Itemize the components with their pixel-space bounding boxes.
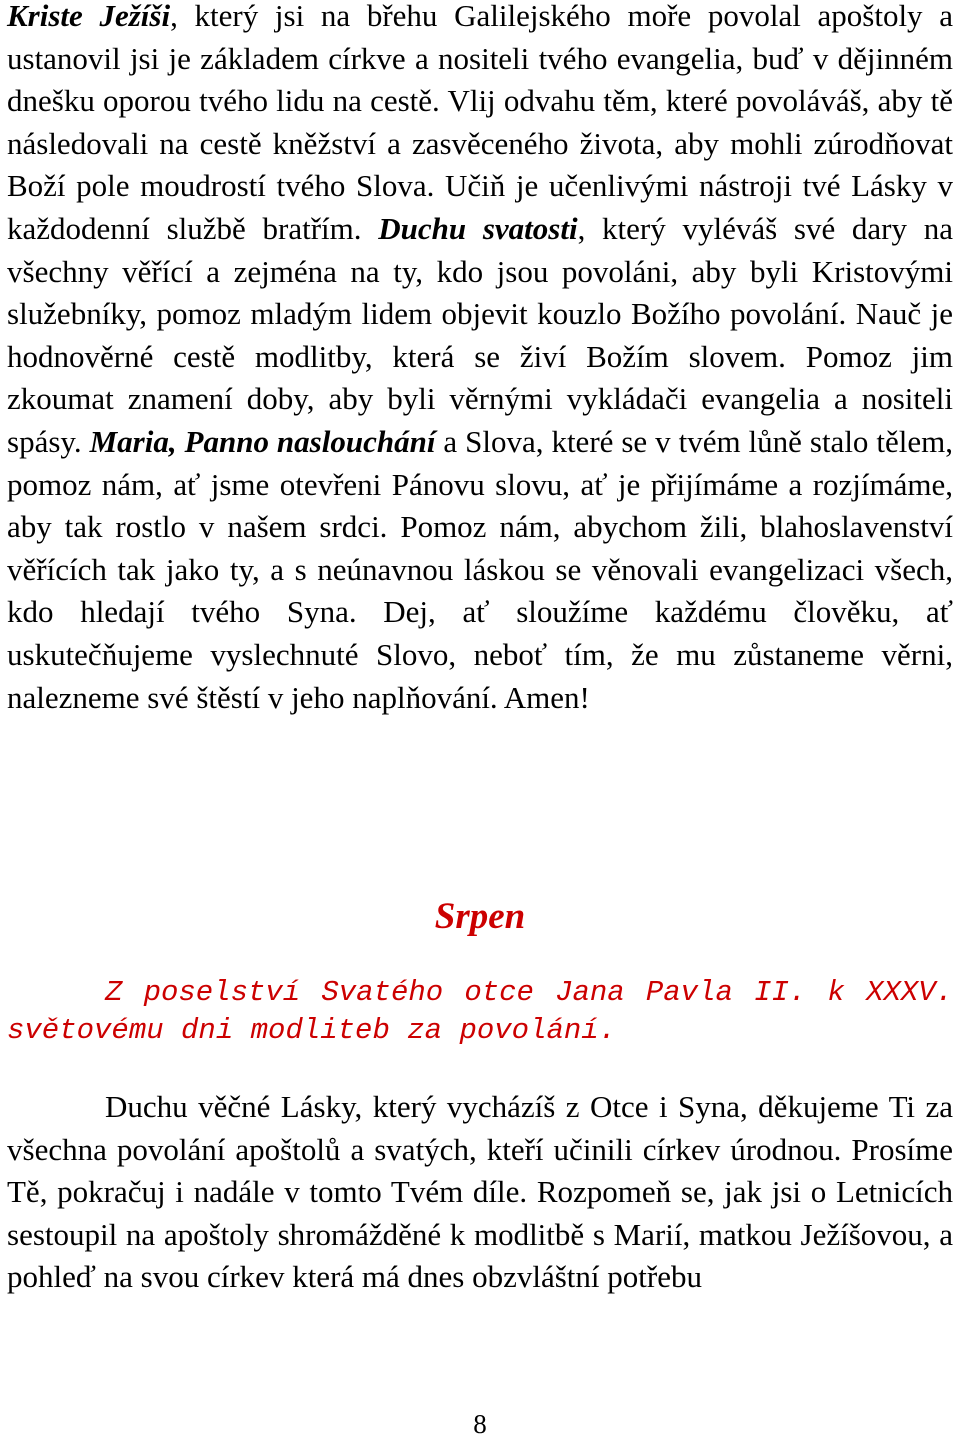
- address-mary: Maria, Panno naslouchání: [89, 423, 436, 459]
- prayer-text-mary: a Slova, které se v tvém lůně stalo tělem, pomoz nám, ať jsme otevřeni Pánovu slovu, ať je přijímáme a rozjímáme, aby tak rostlo v našem srdci. Pomoz nám, abychom žili, blahoslavenství věřících tak jako ty, a s neúnavnou láskou se věnovali evangelizaci všech, kdo hledají tvého Syna. Dej, ať sloužíme každému člověku, ať uskutečňujeme vyslechnuté Slovo, neboť tím, že mu zůstaneme věrni, nalezneme své štěstí v jeho naplňování. Amen!: [7, 423, 953, 715]
- prayer-text-holy-spirit: , který vyléváš své dary na všechny věřící a zejména na ty, kdo jsou povoláni, aby byli Kristovými služebníky, pomoz mladým lidem objevit kouzlo Božího povolání. Nauč je hodnověrné cestě modlitby, která se živí Božím slovem. Pomoz jim zkoumat znamení doby, aby byli věrnými vykládači evangelia a nositeli spásy.: [7, 210, 953, 459]
- page-number: 8: [473, 1409, 487, 1439]
- address-holy-spirit: Duchu svatosti: [378, 210, 578, 246]
- section-subtitle: Z poselství Svatého otce Jana Pavla II. k XXXV. světovému dni modliteb za povolání.: [7, 976, 953, 1047]
- section-title: Srpen: [434, 896, 526, 937]
- prayer-paragraph-1: [7, 0, 953, 719]
- prayer-text-jesus: , který jsi na břehu Galilejského moře povolal apoštoly a ustanovil jsi je základem církve a nositeli tvého evangelia, buď v dějinném dnešku oporou tvého lidu na cestě. Vlij odvahu těm, které povoláváš, aby tě následovali na cestě kněžství a zasvěceného života, aby mohli zúrodňovat Boží pole moudrostí tvého Slova. Učiň je učenlivými nástroji tvé Lásky v každodenní službě bratřím.: [7, 0, 953, 246]
- prayer-paragraph-2: Duchu věčné Lásky, který vycházíš z Otce i Syna, děkujeme Ti za všechna povolání apoštolů a svatých, kteří učinili církev úrodnou. Prosíme Tě, pokračuj i nadále v tomto Tvém díle. Rozpomeň se, jak jsi o Letnicích sestoupil na apoštoly shromážděné k modlitbě s Marií, matkou Ježíšovou, a pohleď na svou církev která má dnes obzvláštní potřebu: [7, 1089, 953, 1295]
- address-jesus: Kriste Ježíši: [7, 0, 171, 33]
